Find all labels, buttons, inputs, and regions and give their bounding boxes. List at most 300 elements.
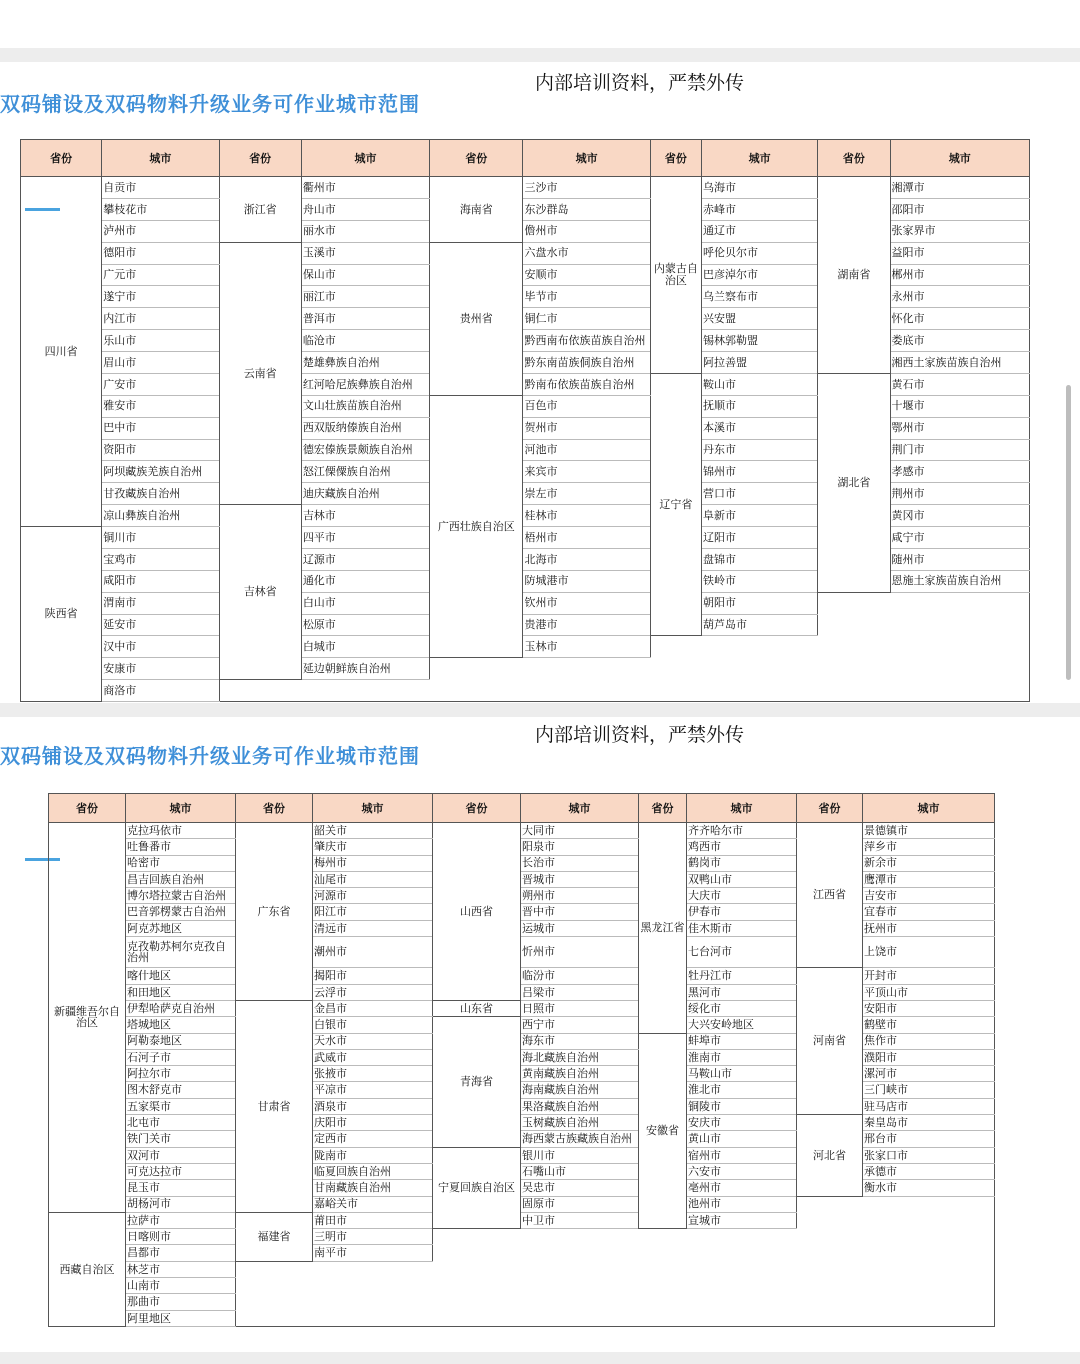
page2-city-table [48,793,995,1327]
header-city: 城市 [523,140,650,177]
city-cell: 恩施土家族苗族自治州 [890,570,1029,592]
city-cell: 宜春市 [863,904,995,920]
city-cell: 定西市 [313,1131,433,1147]
empty-cell [650,636,817,702]
page1-city-table [20,139,1030,702]
city-cell: 忻州市 [521,937,639,968]
city-cell: 和田地区 [126,984,236,1000]
header-province: 省份 [818,140,890,177]
page2-title: 双码铺设及双码物料升级业务可作业城市范围 [0,744,420,768]
city-cell: 亳州市 [687,1180,797,1196]
city-cell: 朝阳市 [701,592,817,614]
city-cell: 抚顺市 [701,395,817,417]
header-province: 省份 [650,140,701,177]
city-cell: 鄂州市 [890,417,1029,439]
city-cell: 百色市 [523,395,650,417]
province-cell: 云南省 [219,242,301,505]
city-cell: 陇南市 [313,1147,433,1163]
city-cell: 五家渠市 [126,1098,236,1114]
city-cell: 怀化市 [890,308,1029,330]
city-cell: 抚州市 [863,920,995,936]
city-cell: 六盘水市 [523,242,650,264]
header-city: 城市 [687,794,797,823]
city-cell: 汉中市 [102,636,219,658]
city-cell: 哈密市 [126,855,236,871]
city-cell: 铁门关市 [126,1131,236,1147]
city-cell: 楚雄彝族自治州 [301,352,429,374]
province-cell: 陕西省 [21,527,102,702]
header-province: 省份 [236,794,313,823]
province-cell: 海南省 [430,177,523,243]
city-cell: 巴彦淖尔市 [701,264,817,286]
city-cell: 海东市 [521,1033,639,1049]
city-cell: 崇左市 [523,483,650,505]
city-cell: 潮州市 [313,937,433,968]
table-row [49,1115,995,1131]
city-cell: 晋中市 [521,904,639,920]
city-cell: 巴音郭楞蒙古自治州 [126,904,236,920]
city-cell: 丹东市 [701,439,817,461]
bottom-separator [0,1352,1080,1364]
city-cell: 绥化市 [687,1000,797,1016]
header-province: 省份 [219,140,301,177]
header-city: 城市 [890,140,1029,177]
province-cell: 黑龙江省 [639,823,687,1034]
city-cell: 铁岭市 [701,570,817,592]
header-city: 城市 [521,794,639,823]
city-cell: 天水市 [313,1033,433,1049]
city-cell: 新余市 [863,855,995,871]
header-city: 城市 [863,794,995,823]
province-cell: 河北省 [797,1115,863,1196]
city-cell: 白城市 [301,636,429,658]
city-cell: 大兴安岭地区 [687,1017,797,1033]
province-cell: 安徽省 [639,1033,687,1229]
city-cell: 莆田市 [313,1212,433,1228]
city-cell: 赤峰市 [701,198,817,220]
city-cell: 中卫市 [521,1212,639,1228]
city-cell: 阿克苏地区 [126,920,236,936]
city-cell: 平顶山市 [863,984,995,1000]
city-cell: 鹤壁市 [863,1017,995,1033]
city-cell: 红河哈尼族彝族自治州 [301,373,429,395]
city-cell: 儋州市 [523,220,650,242]
city-cell: 通化市 [301,570,429,592]
city-cell: 娄底市 [890,330,1029,352]
city-cell: 昌都市 [126,1245,236,1261]
city-cell: 石河子市 [126,1049,236,1065]
city-cell: 淮北市 [687,1082,797,1098]
city-cell: 晋城市 [521,871,639,887]
city-cell: 上饶市 [863,937,995,968]
city-cell: 巴中市 [102,417,219,439]
city-cell: 山南市 [126,1278,236,1294]
city-cell: 肇庆市 [313,839,433,855]
city-cell: 可克达拉市 [126,1163,236,1179]
city-cell: 兴安盟 [701,308,817,330]
province-cell: 山东省 [433,1000,521,1016]
city-cell: 衢州市 [301,177,429,199]
header-province: 省份 [433,794,521,823]
city-cell: 鹰潭市 [863,871,995,887]
empty-cell [797,1196,995,1326]
city-cell: 克拉玛依市 [126,823,236,839]
city-cell: 黄石市 [890,373,1029,395]
city-cell: 阿坝藏族羌族自治州 [102,461,219,483]
city-cell: 汕尾市 [313,871,433,887]
city-cell: 淮南市 [687,1049,797,1065]
empty-cell [639,1229,797,1327]
city-cell: 昌吉回族自治州 [126,871,236,887]
city-cell: 松原市 [301,614,429,636]
city-cell: 三明市 [313,1229,433,1245]
city-cell: 宝鸡市 [102,548,219,570]
city-cell: 临汾市 [521,968,639,984]
city-cell: 开封市 [863,968,995,984]
province-cell: 吉林省 [219,505,301,680]
table-row [21,592,1030,614]
city-cell: 桂林市 [523,505,650,527]
city-cell: 普洱市 [301,308,429,330]
city-cell: 辽阳市 [701,527,817,549]
city-cell: 吐鲁番市 [126,839,236,855]
province-cell: 新疆维吾尔自治区 [49,823,126,1213]
city-cell: 玉树藏族自治州 [521,1115,639,1131]
city-cell: 武威市 [313,1049,433,1065]
city-cell: 临沧市 [301,330,429,352]
city-cell: 通辽市 [701,220,817,242]
city-cell: 呼伦贝尔市 [701,242,817,264]
city-cell: 图木舒克市 [126,1082,236,1098]
city-cell: 葫芦岛市 [701,614,817,636]
city-cell: 延安市 [102,614,219,636]
city-cell: 平凉市 [313,1082,433,1098]
city-cell: 大庆市 [687,888,797,904]
city-cell: 梧州市 [523,527,650,549]
city-cell: 果洛藏族自治州 [521,1098,639,1114]
city-cell: 内江市 [102,308,219,330]
city-cell: 黄南藏族自治州 [521,1066,639,1082]
city-cell: 马鞍山市 [687,1066,797,1082]
empty-cell [236,1261,433,1326]
city-cell: 安康市 [102,658,219,680]
city-cell: 六安市 [687,1163,797,1179]
city-cell: 广元市 [102,264,219,286]
empty-cell [430,658,651,702]
city-cell: 海西蒙古族藏族自治州 [521,1131,639,1147]
city-cell: 庆阳市 [313,1115,433,1131]
city-cell: 宣城市 [687,1212,797,1228]
city-cell: 德宏傣族景颇族自治州 [301,439,429,461]
city-cell: 湘西土家族苗族自治州 [890,352,1029,374]
header-city: 城市 [313,794,433,823]
city-cell: 佳木斯市 [687,920,797,936]
city-cell: 海北藏族自治州 [521,1049,639,1065]
city-cell: 鹤岗市 [687,855,797,871]
city-cell: 阿拉尔市 [126,1066,236,1082]
scrollbar[interactable] [1066,385,1071,680]
city-cell: 韶关市 [313,823,433,839]
city-cell: 东沙群岛 [523,198,650,220]
province-cell: 湖北省 [818,373,890,592]
city-cell: 随州市 [890,548,1029,570]
city-cell: 黑河市 [687,984,797,1000]
table-row [49,968,995,984]
city-cell: 萍乡市 [863,839,995,855]
header-province: 省份 [21,140,102,177]
header-province: 省份 [797,794,863,823]
city-cell: 日照市 [521,1000,639,1016]
city-cell: 贵港市 [523,614,650,636]
city-cell: 辽源市 [301,548,429,570]
city-cell: 丽水市 [301,220,429,242]
city-cell: 承德市 [863,1163,995,1179]
city-cell: 焦作市 [863,1033,995,1049]
city-cell: 遂宁市 [102,286,219,308]
city-cell: 钦州市 [523,592,650,614]
city-cell: 南平市 [313,1245,433,1261]
city-cell: 固原市 [521,1196,639,1212]
city-cell: 黔东南苗族侗族自治州 [523,352,650,374]
top-separator [0,48,1080,62]
city-cell: 清远市 [313,920,433,936]
city-cell: 日喀则市 [126,1229,236,1245]
city-cell: 荆州市 [890,483,1029,505]
city-cell: 鸡西市 [687,839,797,855]
city-cell: 张家口市 [863,1147,995,1163]
city-cell: 牡丹江市 [687,968,797,984]
city-cell: 眉山市 [102,352,219,374]
city-cell: 双河市 [126,1147,236,1163]
city-cell: 河源市 [313,888,433,904]
city-cell: 黔南布依族苗族自治州 [523,373,650,395]
header-city: 城市 [126,794,236,823]
province-cell: 山西省 [433,823,521,1001]
province-cell: 浙江省 [219,177,301,243]
city-cell: 昆玉市 [126,1180,236,1196]
city-cell: 北屯市 [126,1115,236,1131]
city-cell: 梅州市 [313,855,433,871]
city-cell: 黔西南布依族苗族自治州 [523,330,650,352]
city-cell: 吉安市 [863,888,995,904]
city-cell: 咸阳市 [102,570,219,592]
city-cell: 衡水市 [863,1180,995,1196]
city-cell: 蚌埠市 [687,1033,797,1049]
city-cell: 黄山市 [687,1131,797,1147]
city-cell: 喀什地区 [126,968,236,984]
city-cell: 白银市 [313,1017,433,1033]
city-cell: 云浮市 [313,984,433,1000]
city-cell: 渭南市 [102,592,219,614]
city-cell: 四平市 [301,527,429,549]
city-cell: 西双版纳傣族自治州 [301,417,429,439]
city-cell: 广安市 [102,373,219,395]
province-cell: 青海省 [433,1017,521,1147]
province-cell: 四川省 [21,177,102,527]
province-cell: 广西壮族自治区 [430,395,523,658]
city-cell: 咸宁市 [890,527,1029,549]
city-cell: 安庆市 [687,1115,797,1131]
city-cell: 铜陵市 [687,1098,797,1114]
city-cell: 泸州市 [102,220,219,242]
city-cell: 郴州市 [890,264,1029,286]
city-cell: 拉萨市 [126,1212,236,1228]
header-city: 城市 [701,140,817,177]
city-cell: 阿里地区 [126,1310,236,1326]
city-cell: 乌兰察布市 [701,286,817,308]
city-cell: 濮阳市 [863,1049,995,1065]
city-cell: 阳泉市 [521,839,639,855]
city-cell: 荆门市 [890,439,1029,461]
city-cell: 伊犁哈萨克自治州 [126,1000,236,1016]
city-cell: 迪庆藏族自治州 [301,483,429,505]
province-cell: 甘肃省 [236,1000,313,1212]
city-cell: 商洛市 [102,680,219,702]
header-city: 城市 [301,140,429,177]
city-cell: 阳江市 [313,904,433,920]
city-cell: 塔城地区 [126,1017,236,1033]
city-cell: 贺州市 [523,417,650,439]
city-cell: 益阳市 [890,242,1029,264]
city-cell: 金昌市 [313,1000,433,1016]
city-cell: 双鸭山市 [687,871,797,887]
city-cell: 揭阳市 [313,968,433,984]
city-cell: 来宾市 [523,461,650,483]
header-city: 城市 [102,140,219,177]
empty-cell [818,592,1030,701]
city-cell: 胡杨河市 [126,1196,236,1212]
city-cell: 吉林市 [301,505,429,527]
city-cell: 秦皇岛市 [863,1115,995,1131]
city-cell: 锡林郭勒盟 [701,330,817,352]
city-cell: 伊春市 [687,904,797,920]
city-cell: 石嘴山市 [521,1163,639,1179]
city-cell: 池州市 [687,1196,797,1212]
city-cell: 黄冈市 [890,505,1029,527]
city-cell: 邵阳市 [890,198,1029,220]
city-cell: 齐齐哈尔市 [687,823,797,839]
province-cell: 湖南省 [818,177,890,374]
city-cell: 阜新市 [701,505,817,527]
city-cell: 攀枝花市 [102,198,219,220]
city-cell: 舟山市 [301,198,429,220]
empty-cell [219,680,430,702]
province-cell: 福建省 [236,1212,313,1261]
city-cell: 邢台市 [863,1131,995,1147]
city-cell: 铜川市 [102,527,219,549]
city-cell: 吕梁市 [521,984,639,1000]
city-cell: 朔州市 [521,888,639,904]
province-cell: 宁夏回族自治区 [433,1147,521,1228]
table-row [49,823,995,839]
city-cell: 盘锦市 [701,548,817,570]
city-cell: 安顺市 [523,264,650,286]
city-cell: 驻马店市 [863,1098,995,1114]
city-cell: 阿勒泰地区 [126,1033,236,1049]
city-cell: 本溪市 [701,417,817,439]
city-cell: 张掖市 [313,1066,433,1082]
city-cell: 自贡市 [102,177,219,199]
city-cell: 鞍山市 [701,373,817,395]
city-cell: 西宁市 [521,1017,639,1033]
city-cell: 三门峡市 [863,1082,995,1098]
city-cell: 长治市 [521,855,639,871]
page1-title: 双码铺设及双码物料升级业务可作业城市范围 [0,92,420,116]
empty-cell [433,1229,639,1327]
city-cell: 孝感市 [890,461,1029,483]
city-cell: 凉山彝族自治州 [102,505,219,527]
page2-notice: 内部培训资料，严禁外传 [535,724,745,746]
city-cell: 克孜勒苏柯尔克孜自治州 [126,937,236,968]
page-separator [0,703,1080,717]
city-cell: 延边朝鲜族自治州 [301,658,429,680]
city-cell: 白山市 [301,592,429,614]
city-cell: 文山壮族苗族自治州 [301,395,429,417]
table-row [21,373,1030,395]
city-cell: 铜仁市 [523,308,650,330]
city-cell: 景德镇市 [863,823,995,839]
city-cell: 酒泉市 [313,1098,433,1114]
city-cell: 锦州市 [701,461,817,483]
city-cell: 毕节市 [523,286,650,308]
city-cell: 林芝市 [126,1261,236,1277]
city-cell: 乌海市 [701,177,817,199]
city-cell: 丽江市 [301,286,429,308]
city-cell: 怒江傈僳族自治州 [301,461,429,483]
city-cell: 张家界市 [890,220,1029,242]
city-cell: 乐山市 [102,330,219,352]
city-cell: 漯河市 [863,1066,995,1082]
province-cell: 西藏自治区 [49,1212,126,1326]
header-province: 省份 [49,794,126,823]
city-cell: 玉林市 [523,636,650,658]
city-cell: 永州市 [890,286,1029,308]
city-cell: 临夏回族自治州 [313,1163,433,1179]
city-cell: 德阳市 [102,242,219,264]
city-cell: 吴忠市 [521,1180,639,1196]
city-cell: 安阳市 [863,1000,995,1016]
city-cell: 大同市 [521,823,639,839]
city-cell: 七台河市 [687,937,797,968]
city-cell: 雅安市 [102,395,219,417]
city-cell: 甘孜藏族自治州 [102,483,219,505]
city-cell: 玉溪市 [301,242,429,264]
city-cell: 三沙市 [523,177,650,199]
page1-notice: 内部培训资料，严禁外传 [535,72,745,94]
city-cell: 资阳市 [102,439,219,461]
city-cell: 银川市 [521,1147,639,1163]
province-cell: 江西省 [797,823,863,968]
city-cell: 甘南藏族自治州 [313,1180,433,1196]
city-cell: 运城市 [521,920,639,936]
city-cell: 嘉峪关市 [313,1196,433,1212]
city-cell: 营口市 [701,483,817,505]
province-cell: 广东省 [236,823,313,1001]
city-cell: 阿拉善盟 [701,352,817,374]
city-cell: 海南藏族自治州 [521,1082,639,1098]
city-cell: 宿州市 [687,1147,797,1163]
province-cell: 内蒙古自治区 [650,177,701,374]
city-cell: 北海市 [523,548,650,570]
header-province: 省份 [639,794,687,823]
city-cell: 保山市 [301,264,429,286]
city-cell: 那曲市 [126,1294,236,1310]
province-cell: 河南省 [797,968,863,1115]
province-cell: 贵州省 [430,242,523,395]
city-cell: 河池市 [523,439,650,461]
city-cell: 防城港市 [523,570,650,592]
header-province: 省份 [430,140,523,177]
